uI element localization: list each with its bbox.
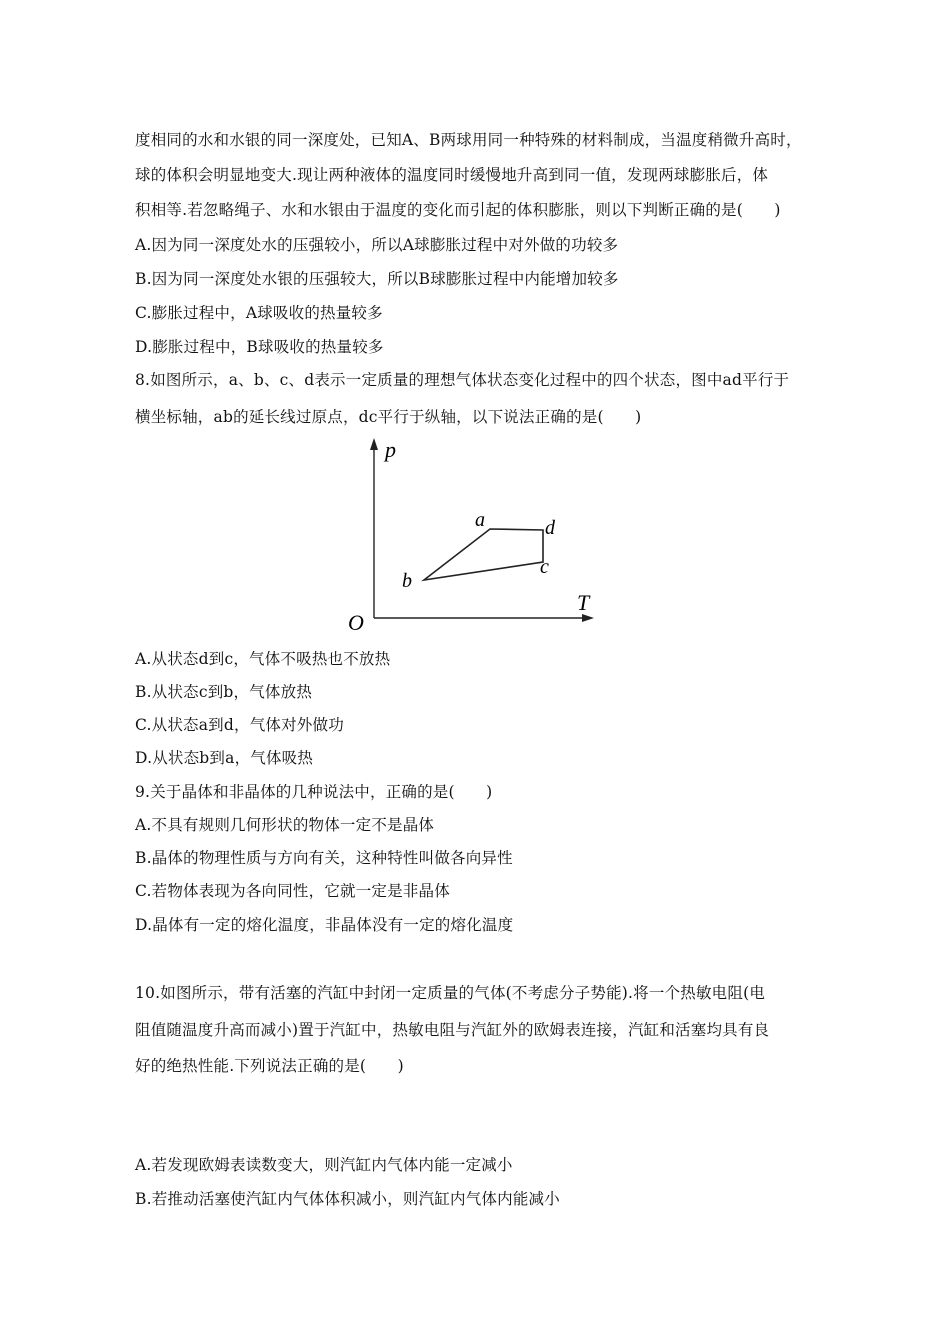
q9-option-b: B.晶体的物理性质与方向有关，这种特性叫做各向异性 bbox=[135, 849, 513, 867]
q7-option-d: D.膨胀过程中，B球吸收的热量较多 bbox=[135, 338, 384, 356]
q10-option-a: A.若发现欧姆表读数变大，则汽缸内气体内能一定减小 bbox=[135, 1156, 513, 1174]
point-label-a: a bbox=[475, 509, 485, 531]
q9-stem: 9.关于晶体和非晶体的几种说法中，正确的是( ) bbox=[135, 783, 493, 801]
q7-option-a: A.因为同一深度处水的压强较小，所以A球膨胀过程中对外做的功较多 bbox=[135, 236, 619, 254]
p-axis-arrow bbox=[370, 438, 378, 450]
q10-stem-line-3: 好的绝热性能.下列说法正确的是( ) bbox=[135, 1057, 404, 1075]
point-label-c: c bbox=[540, 556, 549, 578]
q7-option-c: C.膨胀过程中，A球吸收的热量较多 bbox=[135, 304, 383, 322]
state-cycle-path bbox=[424, 529, 543, 580]
q8-stem-line-1: 8.如图所示，a、b、c、d表示一定质量的理想气体状态变化过程中的四个状态，图中ad平行于 bbox=[135, 371, 790, 389]
q8-pt-diagram bbox=[340, 430, 610, 640]
q9-option-d: D.晶体有一定的熔化温度，非晶体没有一定的熔化温度 bbox=[135, 916, 514, 934]
t-axis-label: T bbox=[577, 590, 590, 615]
t-axis-arrow bbox=[582, 614, 594, 622]
point-label-b: b bbox=[402, 570, 412, 592]
q8-option-d: D.从状态b到a，气体吸热 bbox=[135, 749, 314, 767]
q10-stem-line-2: 阻值随温度升高而减小)置于汽缸中，热敏电阻与汽缸外的欧姆表连接，汽缸和活塞均具有良 bbox=[135, 1021, 770, 1039]
q7-stem-line-2: 球的体积会明显地变大.现让两种液体的温度同时缓慢地升高到同一值，发现两球膨胀后，体 bbox=[135, 166, 769, 184]
q8-option-b: B.从状态c到b，气体放热 bbox=[135, 683, 313, 701]
q10-stem-line-1: 10.如图所示，带有活塞的汽缸中封闭一定质量的气体(不考虑分子势能).将一个热敏电阻(电 bbox=[135, 984, 766, 1002]
q7-option-b: B.因为同一深度处水银的压强较大，所以B球膨胀过程中内能增加较多 bbox=[135, 270, 619, 288]
q8-stem-line-2: 横坐标轴，ab的延长线过原点，dc平行于纵轴，以下说法正确的是( ) bbox=[135, 408, 642, 426]
q7-stem-line-3: 积相等.若忽略绳子、水和水银由于温度的变化而引起的体积膨胀，则以下判断正确的是( ) bbox=[135, 201, 781, 219]
origin-label: O bbox=[348, 610, 364, 635]
q10-option-b: B.若推动活塞使汽缸内气体体积减小，则汽缸内气体内能减小 bbox=[135, 1190, 560, 1208]
q9-option-c: C.若物体表现为各向同性，它就一定是非晶体 bbox=[135, 882, 450, 900]
q7-stem-line-1: 度相同的水和水银的同一深度处，已知A、B两球用同一种特殊的材料制成，当温度稍微升高时， bbox=[135, 131, 802, 149]
q8-option-c: C.从状态a到d，气体对外做功 bbox=[135, 716, 344, 734]
q8-option-a: A.从状态d到c，气体不吸热也不放热 bbox=[135, 650, 391, 668]
p-axis-label: p bbox=[385, 437, 396, 462]
q9-option-a: A.不具有规则几何形状的物体一定不是晶体 bbox=[135, 816, 435, 834]
point-label-d: d bbox=[545, 517, 555, 539]
